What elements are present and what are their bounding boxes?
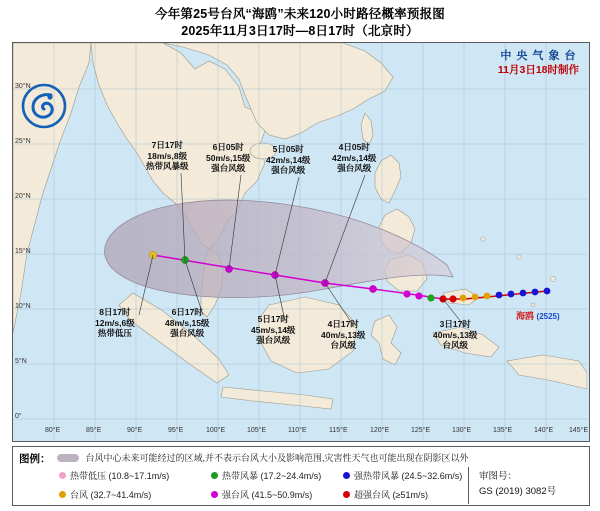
agency-date: 11月3日18时制作 (497, 64, 579, 76)
grid-label-lon: 85°E (86, 427, 102, 434)
callout-grade: 热带低压 (97, 328, 132, 338)
legend-label-sts: 强热带风暴 (24.5~32.6m/s) (354, 471, 463, 481)
cma-logo-icon (21, 83, 67, 129)
forecast-callout-4d05 (332, 142, 376, 174)
grid-label-lon: 90°E (127, 427, 143, 434)
legend-note-row (57, 451, 469, 464)
legend-dot-ty-icon (59, 491, 66, 498)
callout-wind: 48m/s,15级 (165, 317, 210, 328)
approval-value: GS (2019) 3082号 (479, 486, 557, 497)
legend-label-superty: 超强台风 (≥51m/s) (354, 490, 428, 500)
approval-block (479, 469, 556, 499)
forecast-callout-8d17 (95, 307, 135, 339)
approval-label: 审图号： (479, 471, 518, 482)
callout-time: 5日05时 (272, 144, 304, 154)
grid-label-lon: 95°E (168, 427, 184, 434)
grid-label-lat: 0° (15, 413, 22, 420)
legend-dot-td-icon (59, 472, 66, 479)
agency-name: 中 央 气 象 台 (500, 50, 577, 62)
legend-label-ts: 热带风暴 (17.2~24.4m/s) (222, 471, 322, 481)
callout-wind: 18m/s,8级 (147, 150, 188, 161)
forecast-callout-3d17 (433, 319, 477, 351)
typhoon-id-text: (2525) (536, 312, 560, 321)
typhoon-name-text: 海鸥 (516, 311, 535, 321)
legend-dot-sty-icon (211, 491, 218, 498)
legend-dot-sts-icon (343, 472, 350, 479)
legend-panel (12, 446, 590, 506)
grid-label-lat: 25°N (15, 138, 31, 145)
callout-time: 6日05时 (212, 142, 244, 152)
legend-item-ts (211, 469, 321, 482)
callout-time: 4日05时 (338, 142, 370, 152)
grid-label-lon: 100°E (206, 427, 226, 434)
legend-note-text: 台风中心未来可能经过的区域,并不表示台风大小及影响范围,灾害性天气也可能出现在阴影区以外 (85, 453, 469, 463)
callout-grade: 台风级 (330, 340, 356, 350)
map-canvas[interactable] (12, 42, 590, 442)
callout-wind: 40m/s,13级 (433, 329, 478, 340)
legend-item-superty (343, 488, 428, 501)
grid-label-lat: 15°N (15, 248, 31, 255)
map-graphics (13, 43, 587, 439)
grid-label-lat: 20°N (15, 193, 31, 200)
callout-wind: 50m/s,15级 (206, 152, 251, 163)
legend-dot-superty-icon (343, 491, 350, 498)
grid-label-lon: 130°E (452, 427, 472, 434)
callout-wind: 42m/s,14级 (332, 152, 377, 163)
callout-wind: 40m/s,13级 (321, 329, 366, 340)
grid-label-lat: 10°N (15, 303, 31, 310)
callout-grade: 强台风级 (271, 165, 306, 175)
legend-label-td: 热带低压 (10.8~17.1m/s) (70, 471, 170, 481)
callout-time: 3日17时 (439, 319, 471, 329)
grid-label-lat: 30°N (15, 83, 31, 90)
callout-wind: 42m/s,14级 (266, 154, 311, 165)
legend-item-sty (211, 488, 312, 501)
callout-grade: 热带风暴级 (146, 161, 189, 171)
callout-grade: 强台风级 (256, 335, 291, 345)
legend-divider (468, 467, 469, 504)
title-line-1: 今年第25号台风“海鸥”未来120小时路径概率预报图 (155, 7, 445, 21)
grid-label-lon: 125°E (411, 427, 431, 434)
callout-wind: 12m/s,6级 (95, 317, 135, 328)
grid-label-lat: 5°N (15, 358, 27, 365)
callout-time: 4日17时 (327, 319, 359, 329)
callout-wind: 45m/s,14级 (251, 324, 296, 335)
callout-grade: 强台风级 (170, 328, 205, 338)
forecast-callout-7d17 (146, 140, 189, 172)
legend-item-td (59, 469, 169, 482)
title-line-2: 2025年11月3日17时—8日17时（北京时） (181, 24, 419, 38)
forecast-callout-4d17 (321, 319, 365, 351)
forecast-callout-6d17 (165, 307, 209, 339)
swath-swatch-icon (57, 454, 79, 462)
callout-grade: 台风级 (442, 340, 468, 350)
agency-stamp (498, 49, 579, 77)
callout-time: 7日17时 (151, 140, 183, 150)
grid-label-lon: 135°E (493, 427, 513, 434)
legend-item-sts (343, 469, 462, 482)
grid-label-lon: 140°E (534, 427, 554, 434)
legend-label-ty: 台风 (32.7~41.4m/s) (70, 490, 152, 500)
legend-label-sty: 强台风 (41.5~50.9m/s) (222, 490, 313, 500)
typhoon-name-label (516, 309, 560, 322)
callout-time: 8日17时 (99, 307, 131, 317)
grid-label-lon: 145°E (569, 427, 589, 434)
legend-dot-ts-icon (211, 472, 218, 479)
forecast-callout-5d05 (266, 144, 310, 176)
grid-label-lon: 110°E (288, 427, 307, 434)
forecast-callout-5d17 (251, 314, 295, 346)
callout-time: 5日17时 (257, 314, 289, 324)
map-inner (13, 43, 587, 439)
grid-label-lon: 105°E (247, 427, 267, 434)
forecast-callout-6d05 (206, 142, 250, 174)
legend-item-ty (59, 488, 151, 501)
page-title (0, 6, 600, 40)
callout-time: 6日17时 (171, 307, 203, 317)
callout-grade: 强台风级 (211, 163, 246, 173)
grid-label-lon: 120°E (370, 427, 390, 434)
legend-title: 图例： (19, 453, 51, 465)
grid-label-lon: 115°E (329, 427, 348, 434)
callout-grade: 强台风级 (337, 163, 372, 173)
grid-label-lon: 80°E (45, 427, 61, 434)
